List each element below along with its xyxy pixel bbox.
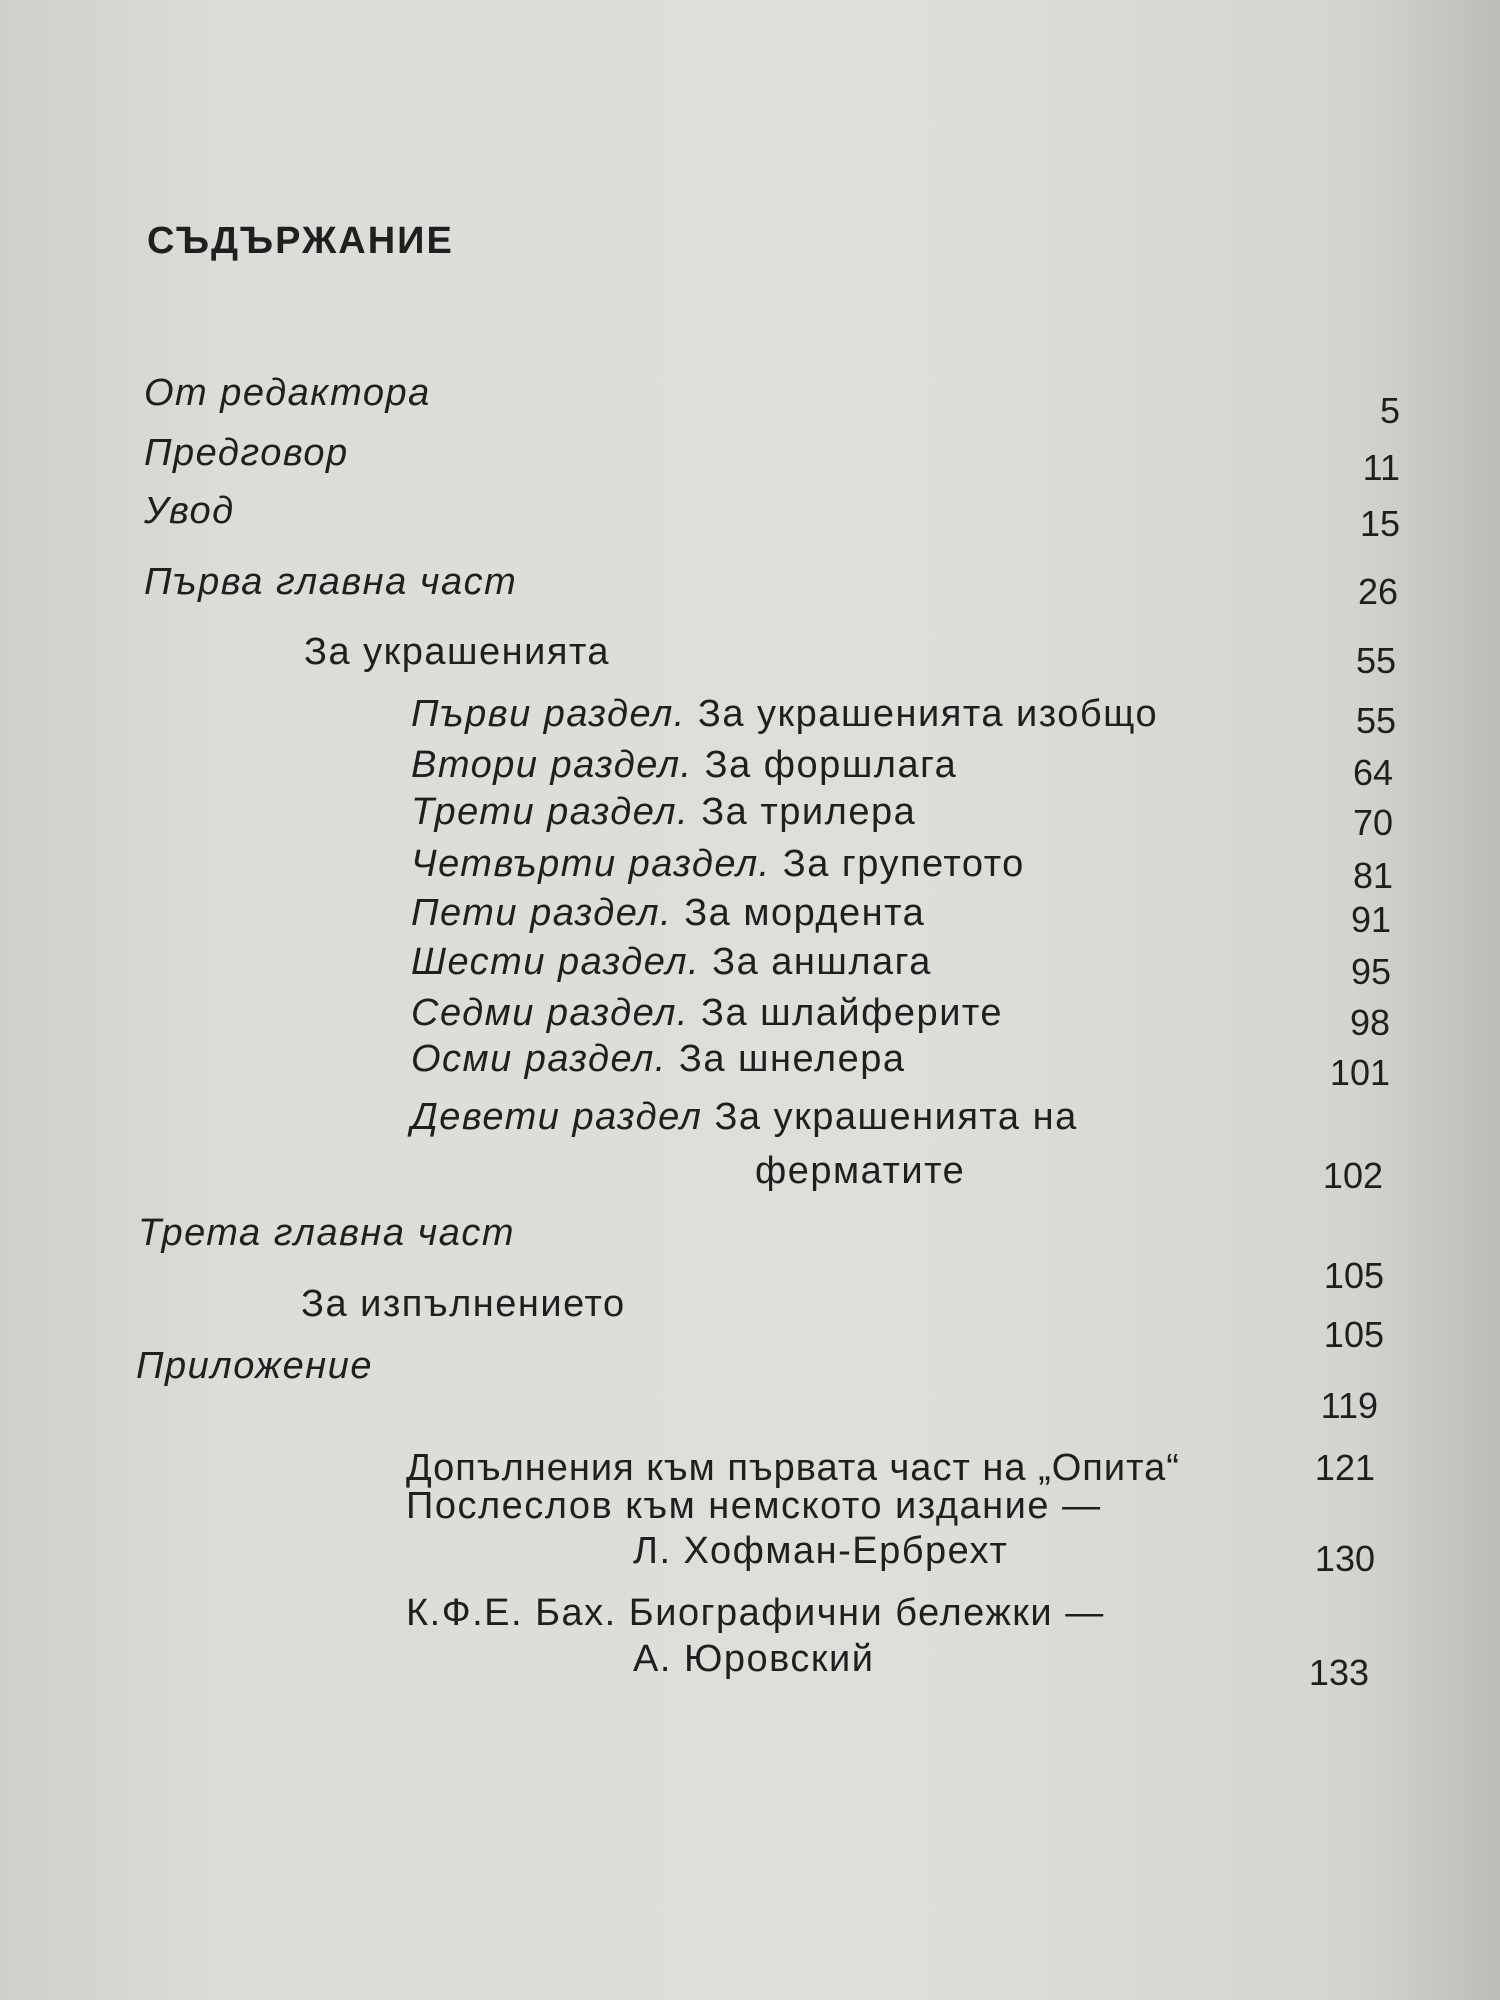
toc-entry-label: За украшенията изобщо <box>697 693 1159 735</box>
toc-page-number: 130 <box>1314 1538 1375 1579</box>
toc-entry <box>411 989 1003 1037</box>
section-number: Осми раздел. <box>411 1038 667 1080</box>
toc-entry-label: К.Ф.Е. Бах. Биографични бележки — <box>406 1592 1105 1634</box>
toc-entry-label: За аншлага <box>712 941 932 983</box>
toc-page-number: 5 <box>1379 390 1400 431</box>
toc-entry-label: Увод <box>144 490 235 532</box>
toc-page-number: 70 <box>1352 802 1393 843</box>
toc-entry <box>411 741 957 789</box>
toc-entry-label-continued: ферматите <box>755 1150 966 1192</box>
section-number: Седми раздел. <box>411 992 689 1034</box>
toc-page-number: 55 <box>1355 700 1396 741</box>
toc-entry-label: Предговор <box>144 432 349 474</box>
toc-page-number: 26 <box>1357 571 1398 612</box>
toc-entry-label: За украшенията <box>304 631 611 673</box>
toc-page-number: 101 <box>1329 1052 1390 1093</box>
toc-page-number: 105 <box>1323 1255 1384 1296</box>
toc-page-number: 91 <box>1350 899 1391 940</box>
toc-entry-label: Приложение <box>136 1345 373 1387</box>
toc-entry <box>411 1035 905 1083</box>
toc-page-number: 15 <box>1359 503 1400 544</box>
toc-entry-label-continued: А. Юровский <box>633 1638 875 1680</box>
toc-page-number: 121 <box>1314 1447 1375 1488</box>
section-number: Шести раздел. <box>411 941 701 983</box>
toc-entry <box>411 788 916 836</box>
toc-entry-label: Трета главна част <box>138 1212 515 1254</box>
toc-page-number: 119 <box>1320 1385 1378 1426</box>
section-number: Девети раздел <box>411 1096 703 1138</box>
toc-page-number: 11 <box>1362 447 1400 488</box>
toc-entry-label: За шлайферите <box>701 992 1004 1034</box>
section-number: Четвърти раздел. <box>411 843 771 885</box>
toc-page-number: 55 <box>1355 640 1396 681</box>
toc-entry-label: За трилера <box>701 791 917 833</box>
toc-entry-label: Послеслов към немското издание — <box>406 1485 1102 1527</box>
toc-entry <box>411 1093 1078 1141</box>
toc-entry-label: Допълнения към първата част на „Опита“ <box>406 1447 1180 1489</box>
toc-page-number: 95 <box>1350 951 1391 992</box>
toc-entry <box>411 690 1158 738</box>
toc-entry-label: За изпълнението <box>301 1283 626 1325</box>
page-title: СЪДЪРЖАНИЕ <box>147 220 454 262</box>
toc-entry <box>411 840 1025 888</box>
toc-entry-label-continued: Л. Хофман-Ербрехт <box>633 1530 1009 1572</box>
toc-page-number: 102 <box>1322 1155 1383 1196</box>
toc-entry <box>411 889 925 937</box>
toc-entry-label: За групетото <box>782 843 1025 885</box>
toc-entry-label: От редактора <box>144 372 431 414</box>
toc-page-number: 64 <box>1352 752 1393 793</box>
toc-entry <box>411 938 932 986</box>
toc-entry-label: За шнелера <box>678 1038 906 1080</box>
section-number: Трети раздел. <box>411 791 690 833</box>
toc-page-number: 105 <box>1323 1314 1384 1355</box>
toc-entry-label: За мордента <box>684 892 926 934</box>
section-number: Втори раздел. <box>411 744 693 786</box>
toc-entry-label: За украшенията на <box>714 1096 1078 1138</box>
toc-entry-label: Първа главна част <box>144 561 518 603</box>
section-number: Първи раздел. <box>411 693 686 735</box>
section-number: Пети раздел. <box>411 892 673 934</box>
toc-page-number: 133 <box>1308 1652 1369 1693</box>
toc-page-number: 81 <box>1352 855 1393 896</box>
toc-page-number: 98 <box>1349 1002 1390 1043</box>
toc-entry-label: За форшлага <box>704 744 958 786</box>
